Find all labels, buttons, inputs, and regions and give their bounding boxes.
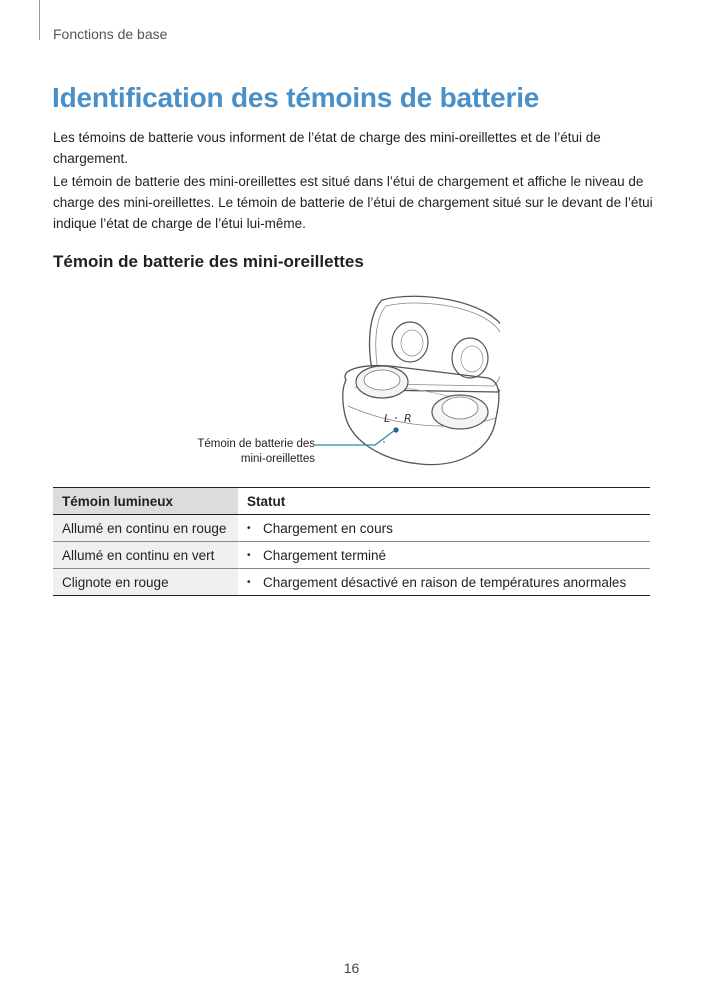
status-cell: [238, 542, 650, 569]
table-header-row: [53, 488, 650, 515]
callout-line: [315, 425, 405, 450]
page-number: 16: [343, 960, 360, 976]
section-header: Fonctions de base: [53, 26, 168, 42]
status-cell: [238, 515, 650, 542]
status-text: Chargement désactivé en raison de températures anormales: [263, 574, 627, 590]
column-header-indicator: Témoin lumineux: [53, 488, 238, 515]
intro-paragraph: Les témoins de batterie vous informent de l’état de charge des mini-oreillettes et de l’étui de chargement.: [53, 130, 601, 166]
status-cell: [238, 569, 650, 596]
indicator-cell: Allumé en continu en vert: [53, 542, 238, 569]
table-row: [53, 515, 650, 542]
page-title: Identification des témoins de batterie: [52, 82, 540, 113]
right-mark: R: [404, 412, 412, 425]
indicator-cell: Allumé en continu en rouge: [53, 515, 238, 542]
indicator-callout-label: Témoin de batterie des mini-oreillettes: [197, 438, 315, 465]
status-text: Chargement en cours: [263, 520, 393, 536]
status-text: Chargement terminé: [263, 547, 387, 563]
table-row: [53, 542, 650, 569]
bullet-icon: •: [247, 523, 251, 535]
bullet-icon: •: [247, 550, 251, 562]
indicator-status-table: [53, 487, 650, 596]
bullet-icon: •: [247, 577, 251, 589]
table-row: [53, 569, 650, 596]
left-mark: L: [384, 412, 391, 425]
header-rule: [39, 0, 40, 40]
description-paragraph: Le témoin de batterie des mini-oreillettes est situé dans l’étui de chargement et affiche le niveau de charge des mini-oreillettes. Le témoin de batterie de l’étui de chargement situé sur le devant de l’étui indique l’état de charge de l’étui lui-même.: [53, 174, 653, 231]
section-subtitle: Témoin de batterie des mini-oreillettes: [53, 252, 364, 271]
column-header-status: Statut: [247, 493, 286, 509]
indicator-cell: Clignote en rouge: [53, 569, 238, 596]
